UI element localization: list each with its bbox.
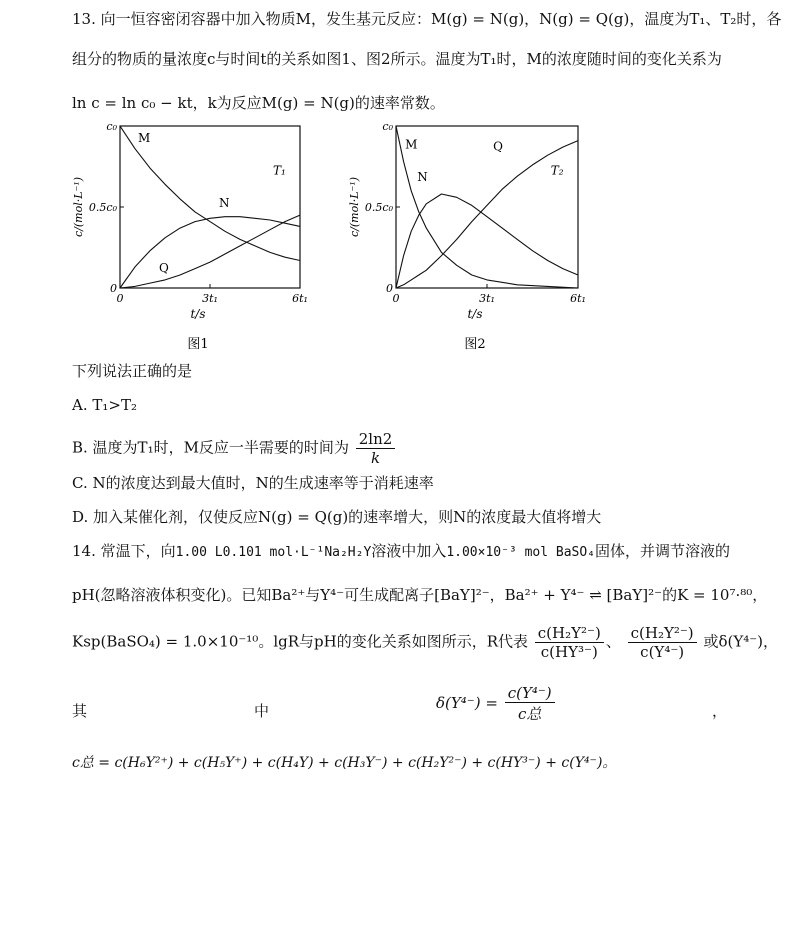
q13-line-2: 组分的物质的量浓度c与时间t的关系如图1、图2所示。温度为T₁时，M的浓度随时间的变化关系为 <box>72 50 722 68</box>
series-Q-label: Q <box>493 139 503 154</box>
y-tick-label: 0.5c₀ <box>364 201 393 214</box>
q14-delta-fraction <box>505 684 555 724</box>
q13-prompt: 下列说法正确的是 <box>72 362 193 380</box>
y-tick-label: 0 <box>386 282 393 295</box>
x-tick-label: 3t₁ <box>202 292 218 305</box>
q14-delta-lhs: δ(Y⁴⁻) = <box>436 694 498 712</box>
q13-option-b-denominator: k <box>370 449 381 467</box>
q13-option-b-numerator: 2ln2 <box>356 430 396 449</box>
q14-fraction-1-den: c(HY³⁻) <box>540 643 598 661</box>
series-M-label: M <box>138 131 151 146</box>
series-N-line <box>396 194 578 288</box>
x-axis-label: t/s <box>467 307 483 321</box>
q14-delta-num: c(Y⁴⁻) <box>505 684 555 703</box>
q14-line-1 <box>72 540 730 561</box>
q13-option-a: A. T₁>T₂ <box>72 396 137 414</box>
series-N-label: N <box>219 196 230 210</box>
q14-delta-den: c总 <box>517 705 542 723</box>
q14-comma: ， <box>712 702 728 720</box>
figure-title: 图1 <box>187 337 209 352</box>
q14-fraction-2 <box>628 624 697 661</box>
x-tick-label: 6t₁ <box>292 292 308 305</box>
q13-option-b-fraction <box>356 430 396 467</box>
series-M-line <box>120 126 300 261</box>
y-tick-label: 0 <box>110 282 117 295</box>
q13-option-d: D. 加入某催化剂，仅使反应N(g) = Q(g)的速率增大，则N的浓度最大值将增大 <box>72 508 602 526</box>
q14-zhong: 中 <box>254 702 270 720</box>
y-tick-label: c₀ <box>382 120 393 133</box>
q13-option-c: C. N的浓度达到最大值时，N的生成速率等于消耗速率 <box>72 474 434 492</box>
chart-1 <box>72 120 308 352</box>
q13-line-3: ln c = ln c₀ − kt，k为反应M(g) = N(g)的速率常数。 <box>72 94 445 112</box>
series-M-label: M <box>405 137 418 152</box>
series-N-line <box>120 217 300 288</box>
q14-line-1-c: 溶液中加入 <box>371 542 447 560</box>
q13-option-b <box>72 430 397 467</box>
plot-frame <box>120 126 300 288</box>
q14-line-3 <box>72 624 778 661</box>
plot-frame <box>396 126 578 288</box>
y-axis-label: c/(mol·L⁻¹) <box>72 176 85 238</box>
x-tick-label: 6t₁ <box>570 292 586 305</box>
y-tick-label: c₀ <box>106 120 117 133</box>
q14-line-1-b: 1.00 L0.101 mol·L⁻¹Na₂H₂Y <box>175 545 372 560</box>
x-axis-label: t/s <box>190 307 206 321</box>
q14-qi: 其 <box>72 702 88 720</box>
series-N-label: N <box>417 170 428 185</box>
x-tick-label: 3t₁ <box>479 292 495 305</box>
q14-line-5: c总 = c(H₆Y²⁺) + c(H₅Y⁺) + c(H₄Y) + c(H₃Y⁻) + c(H₂Y²⁻) + c(HY³⁻) + c(Y⁴⁻)。 <box>72 755 617 771</box>
q13-line-1: 13. 向一恒容密闭容器中加入物质M，发生基元反应：M(g) = N(g)，N(g) = Q(g)，温度为T₁、T₂时，各 <box>72 10 782 28</box>
y-axis-label: c/(mol·L⁻¹) <box>348 176 361 238</box>
q14-line-1-a: 14. 常温下，向 <box>72 542 176 560</box>
q14-fraction-1-num: c(H₂Y²⁻) <box>535 624 604 643</box>
q13-option-b-text: B. 温度为T₁时，M反应一半需要的时间为 <box>72 438 349 457</box>
figure-title: 图2 <box>464 337 486 352</box>
q14-line-2: pH(忽略溶液体积变化)。已知Ba²⁺与Y⁴⁻可生成配离子[BaY]²⁻，Ba²⁺ + Y⁴⁻ ⇌ [BaY]²⁻的K = 10⁷·⁸⁰， <box>72 586 768 604</box>
q14-line-1-e: 固体，并调节溶液的 <box>595 542 731 560</box>
series-Q-label: Q <box>159 260 169 275</box>
q14-fraction-2-den: c(Y⁴⁻) <box>640 643 685 661</box>
temperature-annotation: T₁ <box>273 163 286 178</box>
temperature-annotation: T₂ <box>550 163 564 178</box>
q14-delta-definition <box>436 684 557 724</box>
q14-line-3-a: Ksp(BaSO₄) = 1.0×10⁻¹⁰。lgR与pH的变化关系如图所示，R代表 <box>72 632 528 651</box>
chart-2 <box>348 120 586 352</box>
q14-separator: 、 <box>605 632 621 651</box>
figures <box>0 112 800 372</box>
x-tick-label: 0 <box>116 292 124 305</box>
series-Q-line <box>120 215 300 288</box>
q14-fraction-1 <box>535 624 604 661</box>
q14-fraction-2-num: c(H₂Y²⁻) <box>628 624 697 643</box>
q14-line-3-b: 或δ(Y⁴⁻)， <box>703 632 779 651</box>
q14-line-1-d: 1.00×10⁻³ mol BaSO₄ <box>446 545 596 560</box>
x-tick-label: 0 <box>392 292 400 305</box>
series-M-line <box>396 126 578 288</box>
y-tick-label: 0.5c₀ <box>88 201 117 214</box>
